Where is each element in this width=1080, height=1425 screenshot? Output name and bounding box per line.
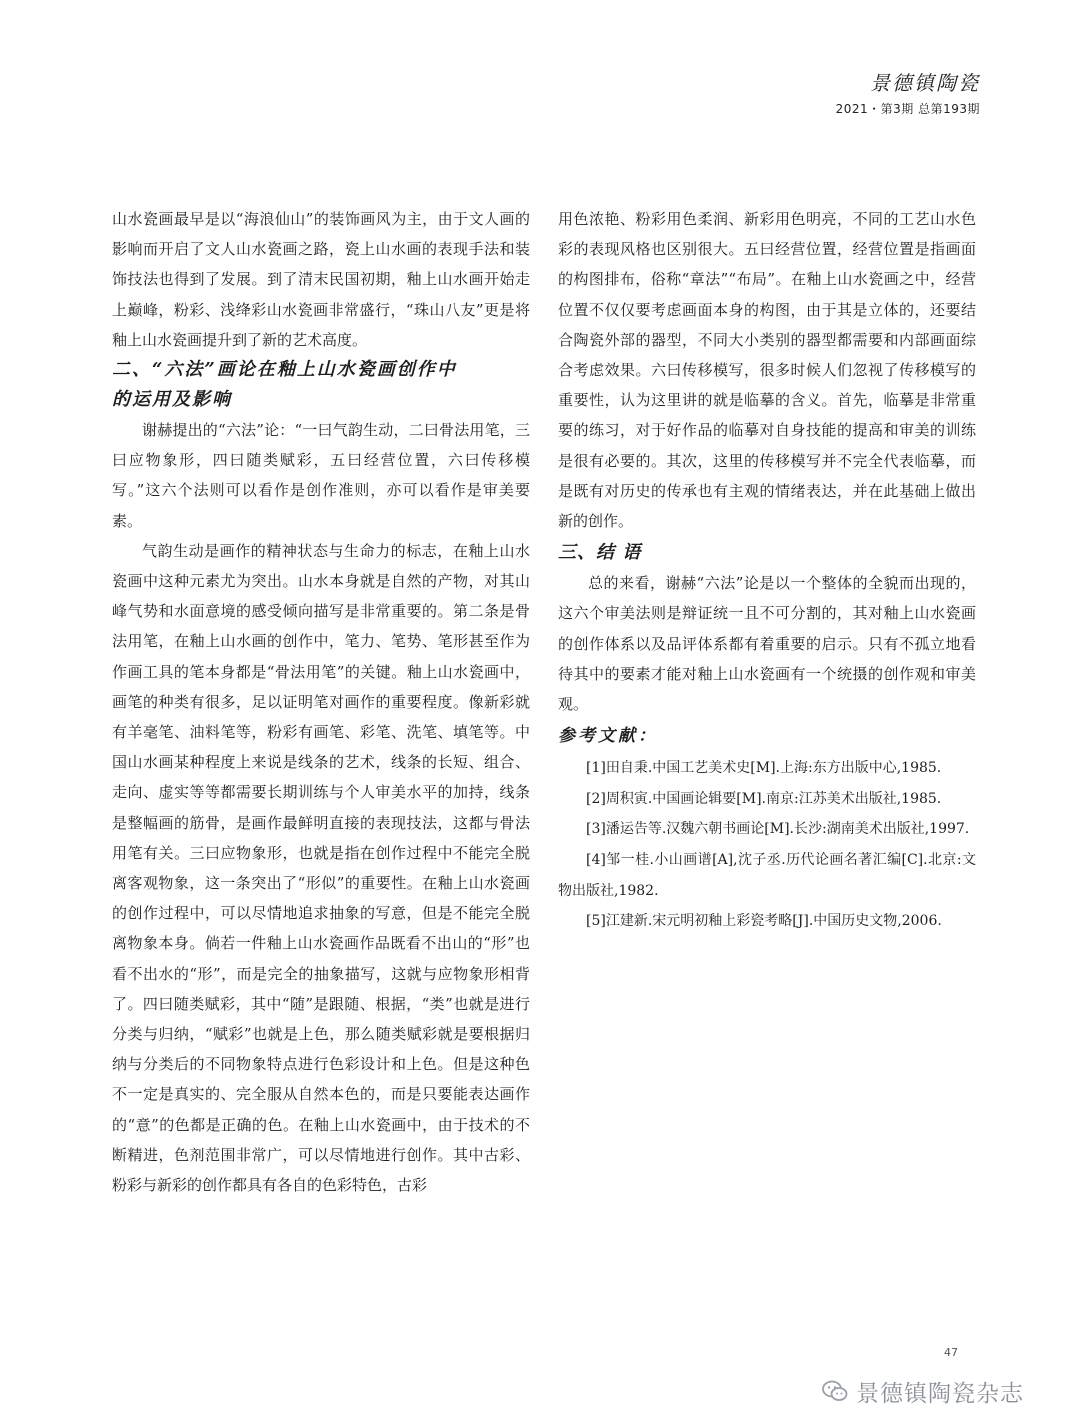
issue-number: 2021・第3期 总第193期 bbox=[835, 102, 980, 116]
masthead bbox=[836, 70, 980, 117]
wechat-icon bbox=[820, 1376, 850, 1406]
paragraph: 用色浓艳、粉彩用色柔润、新彩用色明亮，不同的工艺山水色彩的表现风格也区别很大。五曰经营位置，经营位置是指画面的构图排布，俗称“章法”“布局”。在釉上山水瓷画之中，经营位置不仅仅要考虑画面本身的构图，由于其是立体的，还要结合陶瓷外部的器型，不同大小类别的器型都需要和内部画面综合考虑效果。六曰传移模写，很多时候人们忽视了传移模写的重要性，认为这里讲的就是临摹的含义。首先，临摹是非常重要的练习，对于好作品的临摹对自身技能的提高和审美的训练是很有必要的。其次，这里的传移模写并不完全代表临摹，而是既有对历史的传承也有主观的情绪表达，并在此基础上做出新的创作。 bbox=[558, 210, 976, 531]
references-title: 参考文献： bbox=[558, 726, 658, 747]
magazine-name: 景德镇陶瓷 bbox=[870, 71, 980, 95]
section-heading-2: 二、“六法”画论在釉上山水瓷画创作中 的运用及影响 bbox=[112, 359, 457, 411]
paragraph: 气韵生动是画作的精神状态与生命力的标志，在釉上山水瓷画中这种元素尤为突出。山水本身就是自然的产物，对其山峰气势和水面意境的感受倾向描写是非常重要的。第二条是骨法用笔，在釉上山水画的创作中，笔力、笔势、笔形甚至作为作画工具的笔本身都是“骨法用笔”的关键。釉上山水瓷画中，画笔的种类有很多，足以证明笔对画作的重要程度。像新彩就有羊毫笔、油料笔等，粉彩有画笔、彩笔、洗笔、填笔等。中国山水画某种程度上来说是线条的艺术，线条的长短、组合、走向、虚实等等都需要长期训练与个人审美水平的加持，线条是整幅画的筋骨，是画作最鲜明直接的表现技法，这都与骨法用笔有关。三曰应物象形，也就是指在创作过程中不能完全脱离客观物象，这一条突出了“形似”的重要性。在釉上山水瓷画的创作过程中，可以尽情地追求抽象的写意，但是不能完全脱离物象本身。倘若一件釉上山水瓷画作品既看不出山的“形”也看不出水的“形”，而是完全的抽象描写，这就与应物象形相背了。四曰随类赋彩，其中“随”是跟随、根据，“类”也就是进行分类与归纳，“赋彩”也就是上色，那么随类赋彩就是要根据归纳与分类后的不同物象特点进行色彩设计和上色。但是这种色不一定是真实的、完全服从自然本色的，而是只要能表达画作的“意”的色都是正确的色。在釉上山水瓷画中，由于技术的不断精进，色剂范围非常广，可以尽情地进行创作。其中古彩、粉彩与新彩的创作都具有各自的色彩特色，古彩 bbox=[112, 541, 530, 1195]
section-heading-3: 三、结 语 bbox=[558, 542, 642, 564]
right-column bbox=[558, 204, 976, 937]
paragraph: 山水瓷画最早是以“海浪仙山”的装饰画风为主，由于文人画的影响而开启了文人山水瓷画之路，瓷上山水画的表现手法和装饰技法也得到了发展。到了清末民国初期，釉上山水画开始走上巅峰，粉彩、浅绛彩山水瓷画非常盛行，“珠山八友”更是将釉上山水瓷画提升到了新的艺术高度。 bbox=[112, 210, 530, 349]
reference-item: [3]潘运告等.汉魏六朝书画论[M].长沙:湖南美术出版社,1997. bbox=[586, 821, 970, 838]
reference-item: [2]周积寅.中国画论辑要[M].南京:江苏美术出版社,1985. bbox=[586, 790, 942, 807]
watermark-text: 景德镇陶瓷杂志 bbox=[856, 1380, 1024, 1407]
paragraph: 总的来看，谢赫“六法”论是以一个整体的全貌而出现的，这六个审美法则是辩证统一且不可分割的，其对釉上山水瓷画的创作体系以及品评体系都有着重要的启示。只有不孤立地看待其中的要素才能对釉上山水瓷画有一个统摄的创作观和审美观。 bbox=[558, 574, 976, 714]
reference-item: [5]江建新.宋元明初釉上彩瓷考略[J].中国历史文物,2006. bbox=[586, 913, 942, 930]
paragraph: 谢赫提出的“六法”论：“一曰气韵生动，二曰骨法用笔，三曰应物象形，四曰随类赋彩，五曰经营位置，六曰传移模写。”这六个法则可以看作是创作准则，亦可以看作是审美要素。 bbox=[112, 421, 530, 530]
reference-item: [4]邹一桂.小山画谱[A],沈子丞.历代论画名著汇编[C].北京:文物出版社,1982. bbox=[558, 852, 976, 899]
watermark bbox=[820, 1376, 1024, 1406]
left-column bbox=[112, 204, 530, 1200]
page-number: 47 bbox=[944, 1346, 958, 1359]
reference-item: [1]田自秉.中国工艺美术史[M].上海:东方出版中心,1985. bbox=[586, 760, 942, 777]
